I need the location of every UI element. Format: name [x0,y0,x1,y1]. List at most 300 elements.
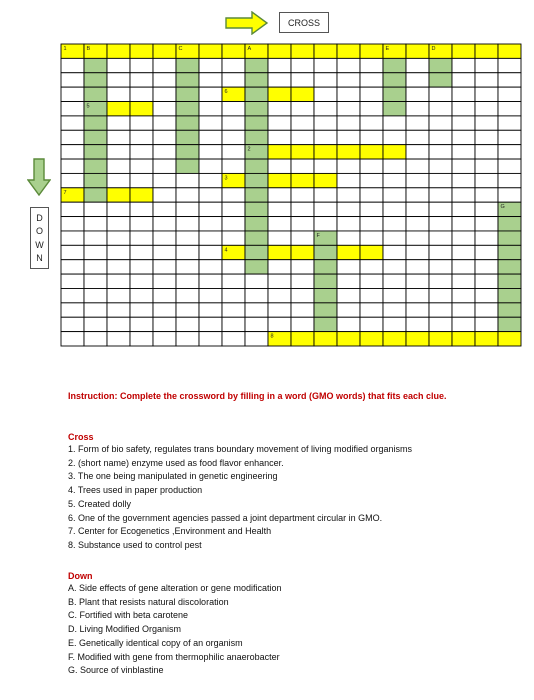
grid-cell[interactable] [360,58,383,72]
grid-cell[interactable] [475,87,498,101]
grid-cell[interactable] [383,58,406,72]
grid-cell[interactable] [475,231,498,245]
grid-cell[interactable] [268,274,291,288]
grid-cell[interactable] [314,102,337,116]
grid-cell[interactable] [130,245,153,259]
grid-cell[interactable] [222,217,245,231]
grid-cell[interactable] [498,260,521,274]
grid-cell[interactable] [84,58,107,72]
grid-cell[interactable] [84,116,107,130]
grid-cell[interactable] [245,116,268,130]
grid-cell[interactable] [406,145,429,159]
grid-cell[interactable] [245,332,268,346]
grid-cell[interactable] [107,245,130,259]
grid-cell[interactable] [222,288,245,302]
grid-cell[interactable] [314,58,337,72]
grid-cell[interactable] [406,102,429,116]
grid-cell[interactable] [383,217,406,231]
grid-cell[interactable] [291,260,314,274]
grid-cell[interactable] [130,173,153,187]
grid-cell[interactable] [383,102,406,116]
grid-cell[interactable] [429,188,452,202]
grid-cell[interactable] [107,73,130,87]
grid-cell[interactable] [291,288,314,302]
grid-cell[interactable] [84,202,107,216]
grid-cell[interactable] [452,173,475,187]
grid-cell[interactable] [130,217,153,231]
grid-cell[interactable] [337,159,360,173]
grid-cell[interactable] [475,102,498,116]
grid-cell[interactable] [130,317,153,331]
grid-cell[interactable] [84,159,107,173]
grid-cell[interactable] [429,245,452,259]
grid-cell[interactable] [360,73,383,87]
grid-cell[interactable] [406,73,429,87]
grid-cell[interactable] [199,332,222,346]
grid-cell[interactable] [498,145,521,159]
grid-cell[interactable] [84,145,107,159]
grid-cell[interactable] [314,116,337,130]
grid-cell[interactable] [406,274,429,288]
grid-cell[interactable] [337,58,360,72]
grid-cell[interactable] [383,202,406,216]
grid-cell[interactable] [406,58,429,72]
grid-cell[interactable] [337,274,360,288]
grid-cell[interactable] [153,102,176,116]
grid-cell[interactable] [314,274,337,288]
grid-cell[interactable] [406,188,429,202]
grid-cell[interactable] [291,44,314,58]
grid-cell[interactable] [475,73,498,87]
grid-cell[interactable] [107,58,130,72]
grid-cell[interactable] [498,173,521,187]
grid-cell[interactable] [314,87,337,101]
grid-cell[interactable] [61,303,84,317]
grid-cell[interactable] [475,202,498,216]
grid-cell[interactable] [199,102,222,116]
grid-cell[interactable] [360,260,383,274]
grid-cell[interactable] [107,102,130,116]
grid-cell[interactable] [291,217,314,231]
grid-cell[interactable] [337,332,360,346]
grid-cell[interactable] [429,288,452,302]
grid-cell[interactable] [153,217,176,231]
grid-cell[interactable] [452,245,475,259]
grid-cell[interactable] [314,332,337,346]
grid-cell[interactable] [153,245,176,259]
grid-cell[interactable] [107,173,130,187]
grid-cell[interactable] [245,159,268,173]
grid-cell[interactable] [107,87,130,101]
grid-cell[interactable] [268,303,291,317]
grid-cell[interactable] [199,87,222,101]
grid-cell[interactable] [84,217,107,231]
grid-cell[interactable] [291,332,314,346]
grid-cell[interactable] [291,317,314,331]
grid-cell[interactable] [61,102,84,116]
grid-cell[interactable] [199,245,222,259]
grid-cell[interactable] [452,44,475,58]
grid-cell[interactable] [475,159,498,173]
grid-cell[interactable] [84,231,107,245]
grid-cell[interactable] [245,130,268,144]
grid-cell[interactable] [61,260,84,274]
grid-cell[interactable] [61,87,84,101]
grid-cell[interactable] [199,173,222,187]
grid-cell[interactable] [61,332,84,346]
grid-cell[interactable] [452,217,475,231]
grid-cell[interactable] [61,245,84,259]
grid-cell[interactable] [498,73,521,87]
grid-cell[interactable] [176,102,199,116]
grid-cell[interactable] [199,274,222,288]
grid-cell[interactable] [314,245,337,259]
grid-cell[interactable] [383,245,406,259]
grid-cell[interactable] [337,87,360,101]
grid-cell[interactable] [452,332,475,346]
grid-cell[interactable] [199,202,222,216]
grid-cell[interactable] [452,260,475,274]
grid-cell[interactable] [245,260,268,274]
grid-cell[interactable] [84,260,107,274]
grid-cell[interactable] [107,145,130,159]
grid-cell[interactable] [268,202,291,216]
grid-cell[interactable] [498,317,521,331]
grid-cell[interactable] [153,145,176,159]
grid-cell[interactable] [429,102,452,116]
grid-cell[interactable] [153,130,176,144]
grid-cell[interactable] [84,173,107,187]
grid-cell[interactable] [291,303,314,317]
grid-cell[interactable] [383,231,406,245]
grid-cell[interactable] [314,130,337,144]
grid-cell[interactable] [130,231,153,245]
grid-cell[interactable] [360,130,383,144]
grid-cell[interactable] [383,73,406,87]
grid-cell[interactable] [268,245,291,259]
grid-cell[interactable] [245,87,268,101]
grid-cell[interactable] [84,245,107,259]
grid-cell[interactable] [268,130,291,144]
grid-cell[interactable] [245,217,268,231]
grid-cell[interactable] [475,116,498,130]
grid-cell[interactable] [268,188,291,202]
grid-cell[interactable] [406,231,429,245]
grid-cell[interactable] [360,102,383,116]
grid-cell[interactable] [222,73,245,87]
grid-cell[interactable] [222,145,245,159]
grid-cell[interactable] [314,260,337,274]
grid-cell[interactable] [498,58,521,72]
grid-cell[interactable] [199,73,222,87]
grid-cell[interactable] [360,116,383,130]
grid-cell[interactable] [360,274,383,288]
grid-cell[interactable] [406,317,429,331]
grid-cell[interactable] [222,44,245,58]
grid-cell[interactable] [360,217,383,231]
grid-cell[interactable] [291,130,314,144]
grid-cell[interactable] [475,188,498,202]
grid-cell[interactable] [383,173,406,187]
grid-cell[interactable] [268,231,291,245]
grid-cell[interactable] [245,188,268,202]
grid-cell[interactable] [429,274,452,288]
grid-cell[interactable] [406,260,429,274]
grid-cell[interactable] [130,58,153,72]
grid-cell[interactable] [383,87,406,101]
grid-cell[interactable] [199,145,222,159]
grid-cell[interactable] [337,44,360,58]
grid-cell[interactable] [383,188,406,202]
grid-cell[interactable] [176,317,199,331]
grid-cell[interactable] [291,173,314,187]
grid-cell[interactable] [314,73,337,87]
grid-cell[interactable] [452,73,475,87]
grid-cell[interactable] [291,274,314,288]
grid-cell[interactable] [498,44,521,58]
grid-cell[interactable] [498,130,521,144]
grid-cell[interactable] [245,245,268,259]
grid-cell[interactable] [291,87,314,101]
grid-cell[interactable] [222,202,245,216]
grid-cell[interactable] [153,188,176,202]
grid-cell[interactable] [222,231,245,245]
grid-cell[interactable] [61,116,84,130]
grid-cell[interactable] [199,317,222,331]
grid-cell[interactable] [429,73,452,87]
grid-cell[interactable] [452,130,475,144]
grid-cell[interactable] [360,231,383,245]
grid-cell[interactable] [314,303,337,317]
grid-cell[interactable] [475,44,498,58]
grid-cell[interactable] [130,288,153,302]
grid-cell[interactable] [176,217,199,231]
grid-cell[interactable] [337,288,360,302]
grid-cell[interactable] [176,159,199,173]
grid-cell[interactable] [153,58,176,72]
grid-cell[interactable] [360,245,383,259]
grid-cell[interactable] [176,145,199,159]
grid-cell[interactable] [107,130,130,144]
grid-cell[interactable] [498,188,521,202]
grid-cell[interactable] [498,332,521,346]
grid-cell[interactable] [475,217,498,231]
grid-cell[interactable] [153,274,176,288]
grid-cell[interactable] [360,159,383,173]
grid-cell[interactable] [383,145,406,159]
grid-cell[interactable] [337,102,360,116]
grid-cell[interactable] [406,217,429,231]
grid-cell[interactable] [360,44,383,58]
grid-cell[interactable] [291,102,314,116]
grid-cell[interactable] [406,303,429,317]
grid-cell[interactable] [107,288,130,302]
grid-cell[interactable] [475,245,498,259]
grid-cell[interactable] [107,332,130,346]
grid-cell[interactable] [176,274,199,288]
grid-cell[interactable] [61,274,84,288]
grid-cell[interactable] [130,116,153,130]
grid-cell[interactable] [268,44,291,58]
grid-cell[interactable] [406,245,429,259]
grid-cell[interactable] [337,145,360,159]
grid-cell[interactable] [314,159,337,173]
grid-cell[interactable] [176,73,199,87]
grid-cell[interactable] [130,274,153,288]
grid-cell[interactable] [153,288,176,302]
grid-cell[interactable] [475,274,498,288]
grid-cell[interactable] [498,274,521,288]
grid-cell[interactable] [268,116,291,130]
grid-cell[interactable] [475,303,498,317]
grid-cell[interactable] [429,202,452,216]
grid-cell[interactable] [245,73,268,87]
grid-cell[interactable] [475,288,498,302]
grid-cell[interactable] [452,145,475,159]
grid-cell[interactable] [268,173,291,187]
grid-cell[interactable] [360,202,383,216]
grid-cell[interactable] [107,217,130,231]
grid-cell[interactable] [84,73,107,87]
grid-cell[interactable] [153,202,176,216]
grid-cell[interactable] [107,116,130,130]
grid-cell[interactable] [130,159,153,173]
grid-cell[interactable] [84,87,107,101]
grid-cell[interactable] [383,332,406,346]
grid-cell[interactable] [130,332,153,346]
grid-cell[interactable] [452,58,475,72]
grid-cell[interactable] [475,173,498,187]
grid-cell[interactable] [360,188,383,202]
grid-cell[interactable] [268,159,291,173]
grid-cell[interactable] [222,274,245,288]
grid-cell[interactable] [199,303,222,317]
grid-cell[interactable] [429,116,452,130]
grid-cell[interactable] [153,332,176,346]
grid-cell[interactable] [291,245,314,259]
grid-cell[interactable] [107,317,130,331]
grid-cell[interactable] [199,130,222,144]
grid-cell[interactable] [199,231,222,245]
grid-cell[interactable] [337,217,360,231]
grid-cell[interactable] [498,87,521,101]
grid-cell[interactable] [314,288,337,302]
grid-cell[interactable] [406,159,429,173]
grid-cell[interactable] [107,274,130,288]
grid-cell[interactable] [291,73,314,87]
grid-cell[interactable] [199,217,222,231]
grid-cell[interactable] [498,116,521,130]
grid-cell[interactable] [452,87,475,101]
grid-cell[interactable] [176,245,199,259]
grid-cell[interactable] [245,202,268,216]
grid-cell[interactable] [61,145,84,159]
grid-cell[interactable] [61,173,84,187]
grid-cell[interactable] [429,159,452,173]
grid-cell[interactable] [268,288,291,302]
grid-cell[interactable] [475,317,498,331]
grid-cell[interactable] [268,87,291,101]
grid-cell[interactable] [153,87,176,101]
grid-cell[interactable] [429,231,452,245]
grid-cell[interactable] [153,260,176,274]
grid-cell[interactable] [61,130,84,144]
grid-cell[interactable] [130,260,153,274]
grid-cell[interactable] [498,245,521,259]
grid-cell[interactable] [406,44,429,58]
grid-cell[interactable] [61,73,84,87]
grid-cell[interactable] [153,116,176,130]
grid-cell[interactable] [337,116,360,130]
grid-cell[interactable] [429,58,452,72]
grid-cell[interactable] [314,317,337,331]
grid-cell[interactable] [475,58,498,72]
grid-cell[interactable] [498,231,521,245]
grid-cell[interactable] [107,188,130,202]
grid-cell[interactable] [498,102,521,116]
grid-cell[interactable] [107,44,130,58]
grid-cell[interactable] [337,303,360,317]
grid-cell[interactable] [176,288,199,302]
grid-cell[interactable] [337,188,360,202]
grid-cell[interactable] [268,58,291,72]
grid-cell[interactable] [429,317,452,331]
grid-cell[interactable] [61,217,84,231]
grid-cell[interactable] [222,332,245,346]
grid-cell[interactable] [222,159,245,173]
grid-cell[interactable] [337,173,360,187]
grid-cell[interactable] [498,159,521,173]
grid-cell[interactable] [176,130,199,144]
grid-cell[interactable] [199,288,222,302]
grid-cell[interactable] [268,145,291,159]
grid-cell[interactable] [498,217,521,231]
grid-cell[interactable] [291,145,314,159]
grid-cell[interactable] [291,116,314,130]
grid-cell[interactable] [452,231,475,245]
grid-cell[interactable] [222,58,245,72]
grid-cell[interactable] [153,44,176,58]
grid-cell[interactable] [107,202,130,216]
grid-cell[interactable] [268,217,291,231]
grid-cell[interactable] [130,102,153,116]
grid-cell[interactable] [429,173,452,187]
grid-cell[interactable] [199,260,222,274]
grid-cell[interactable] [107,260,130,274]
grid-cell[interactable] [61,317,84,331]
grid-cell[interactable] [406,173,429,187]
grid-cell[interactable] [383,303,406,317]
grid-cell[interactable] [291,159,314,173]
grid-cell[interactable] [176,332,199,346]
grid-cell[interactable] [452,288,475,302]
grid-cell[interactable] [130,202,153,216]
grid-cell[interactable] [291,202,314,216]
grid-cell[interactable] [222,130,245,144]
grid-cell[interactable] [176,173,199,187]
grid-cell[interactable] [291,188,314,202]
grid-cell[interactable] [130,44,153,58]
grid-cell[interactable] [176,260,199,274]
grid-cell[interactable] [245,274,268,288]
grid-cell[interactable] [314,217,337,231]
grid-cell[interactable] [84,130,107,144]
grid-cell[interactable] [199,116,222,130]
grid-cell[interactable] [130,87,153,101]
grid-cell[interactable] [452,102,475,116]
grid-cell[interactable] [452,303,475,317]
grid-cell[interactable] [61,159,84,173]
